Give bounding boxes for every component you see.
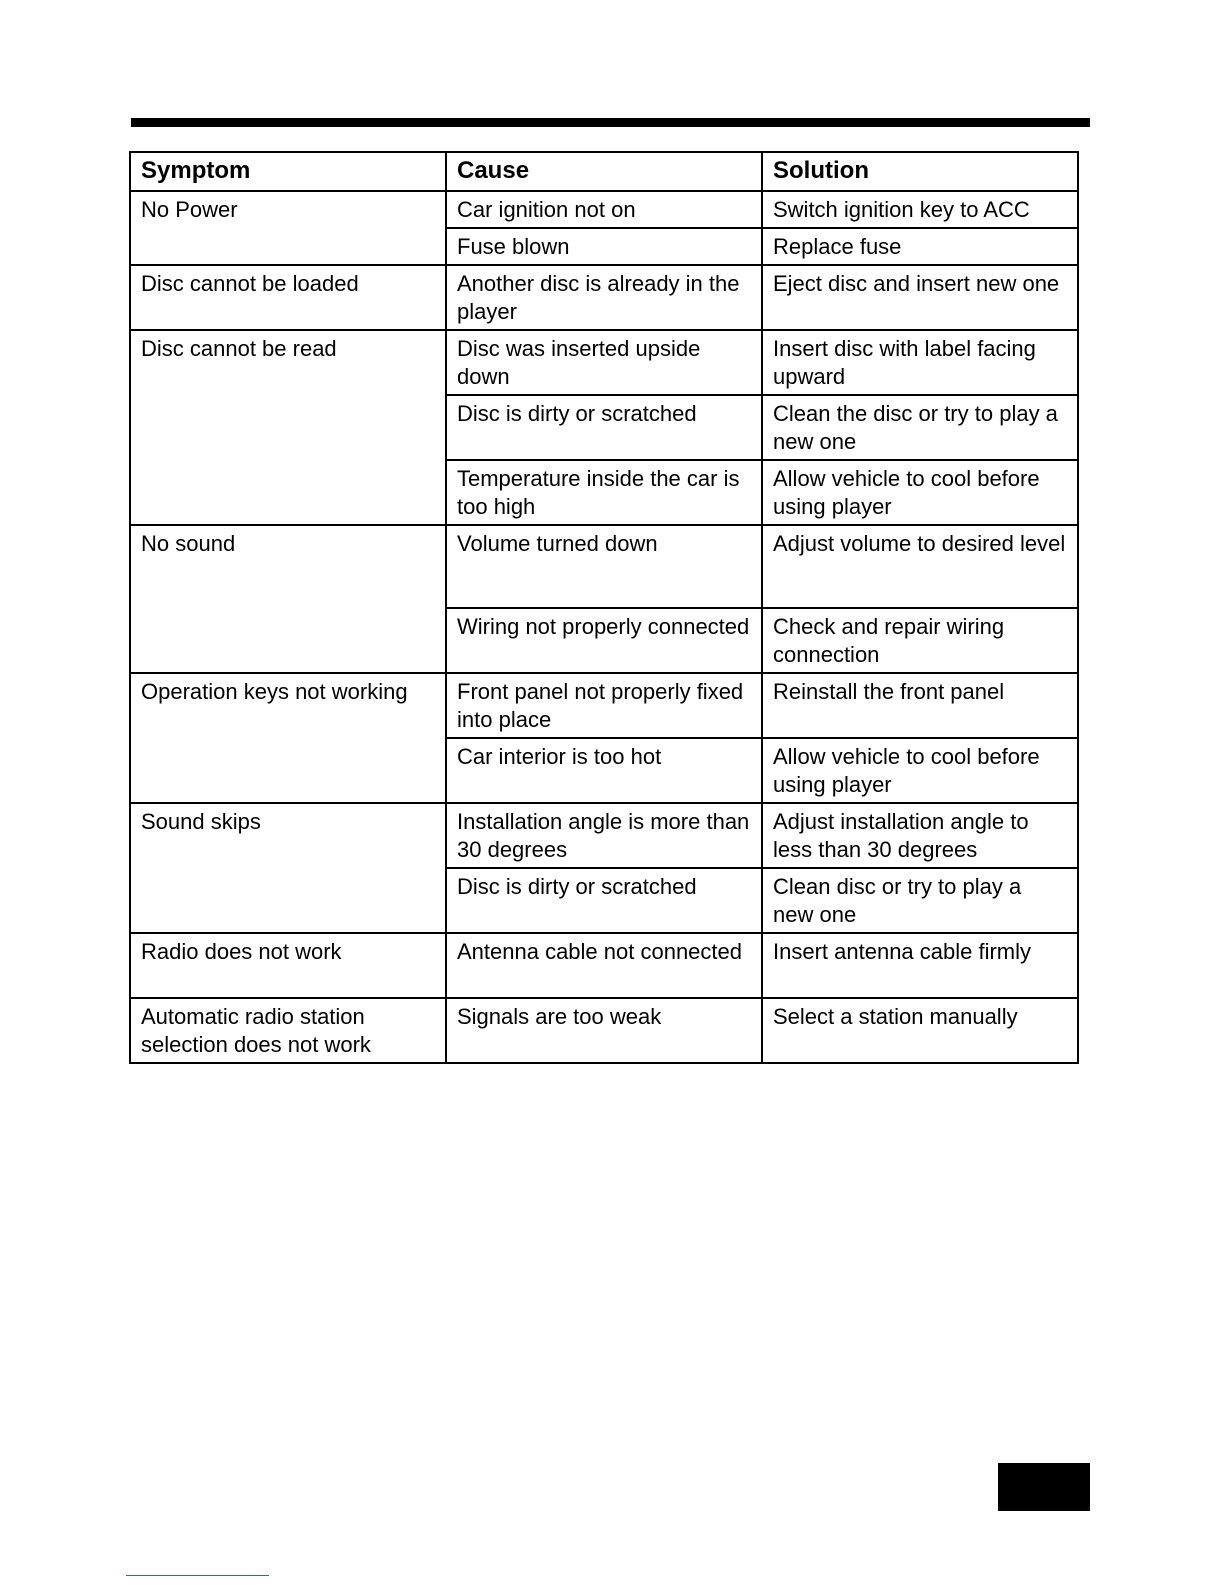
solution-cell: Allow vehicle to cool before using player [762,460,1078,525]
solution-cell: Insert disc with label facing upward [762,330,1078,395]
header-cause: Cause [446,152,762,191]
solution-cell: Clean disc or try to play a new one [762,868,1078,933]
solution-cell: Clean the disc or try to play a new one [762,395,1078,460]
cause-cell: Disc was inserted upside down [446,330,762,395]
cause-cell: Car interior is too hot [446,738,762,803]
solution-cell: Reinstall the front panel [762,673,1078,738]
symptom-cell: Automatic radio station selection does not work [130,998,446,1063]
table-row [130,673,1078,738]
header-symptom: Symptom [130,152,446,191]
cause-cell: Installation angle is more than 30 degrees [446,803,762,868]
table-row [130,998,1078,1063]
cause-cell: Front panel not properly fixed into place [446,673,762,738]
cause-cell: Signals are too weak [446,998,762,1063]
table-row [130,330,1078,395]
top-rule [131,118,1090,127]
solution-cell: Adjust installation angle to less than 30 degrees [762,803,1078,868]
troubleshooting-table-container [129,151,1077,1064]
header-solution: Solution [762,152,1078,191]
solution-cell: Replace fuse [762,228,1078,265]
cause-cell: Disc is dirty or scratched [446,868,762,933]
symptom-cell: Radio does not work [130,933,446,998]
symptom-cell: Operation keys not working [130,673,446,803]
symptom-cell: Sound skips [130,803,446,933]
solution-cell: Eject disc and insert new one [762,265,1078,330]
troubleshooting-table [129,151,1079,1064]
solution-cell: Allow vehicle to cool before using player [762,738,1078,803]
cause-cell: Antenna cable not connected [446,933,762,998]
table-row [130,191,1078,228]
symptom-cell: No Power [130,191,446,265]
cause-cell: Temperature inside the car is too high [446,460,762,525]
solution-cell: Check and repair wiring connection [762,608,1078,673]
symptom-cell: Disc cannot be read [130,330,446,525]
solution-cell: Select a station manually [762,998,1078,1063]
table-header-row [130,152,1078,191]
table-row [130,933,1078,998]
cause-cell: Volume turned down [446,525,762,608]
footer-line [126,1575,269,1576]
cause-cell: Wiring not properly connected [446,608,762,673]
solution-cell: Adjust volume to desired level [762,525,1078,608]
cause-cell: Fuse blown [446,228,762,265]
table-row [130,265,1078,330]
page-number-tab [998,1463,1090,1511]
table-row [130,525,1078,608]
cause-cell: Disc is dirty or scratched [446,395,762,460]
cause-cell: Car ignition not on [446,191,762,228]
cause-cell: Another disc is already in the player [446,265,762,330]
table-row [130,803,1078,868]
symptom-cell: No sound [130,525,446,673]
solution-cell: Insert antenna cable firmly [762,933,1078,998]
symptom-cell: Disc cannot be loaded [130,265,446,330]
solution-cell: Switch ignition key to ACC [762,191,1078,228]
